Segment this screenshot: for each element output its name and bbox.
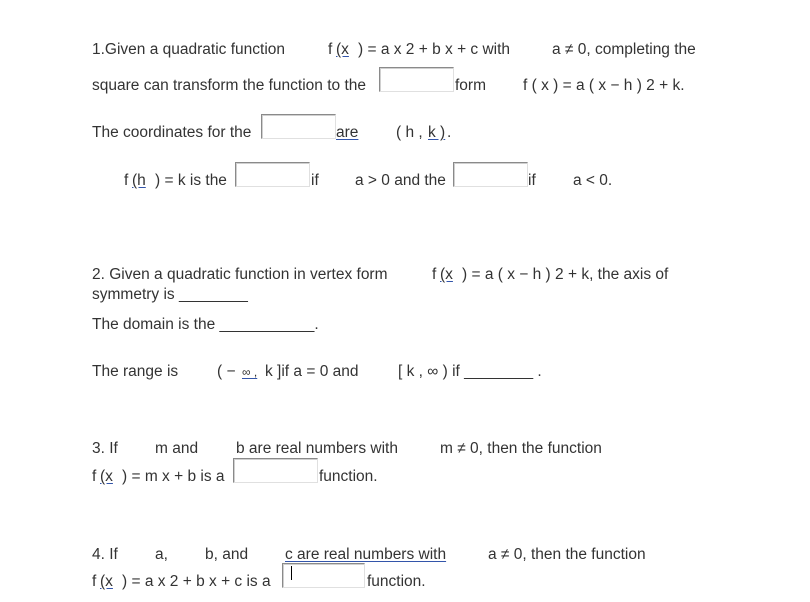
q3-function-type-blank[interactable] — [233, 458, 318, 483]
q2-text: ( − — [217, 363, 236, 380]
q4-text: c are real numbers with — [285, 546, 447, 563]
q3-text: function. — [319, 468, 378, 485]
q1-coordinates-blank[interactable] — [261, 114, 336, 139]
q4-function-type-blank[interactable] — [282, 563, 365, 588]
q3-text: ) = m x + b is a — [122, 468, 225, 485]
q1-text: ) = k is the — [155, 172, 227, 189]
q2-text: [ k , ∞ ) if ________ . — [398, 363, 542, 380]
q1-fh-f: f — [124, 172, 129, 189]
text-cursor — [291, 566, 292, 580]
q1-text: if — [311, 172, 319, 189]
q3-text: m ≠ 0, then the function — [440, 440, 602, 457]
q2-infinity: ∞ , — [242, 365, 258, 379]
q2-domain: The domain is the ___________. — [92, 316, 319, 333]
q2-fx-x: (x — [440, 266, 453, 283]
q1-text: if — [528, 172, 536, 189]
q2-text: k ]if a = 0 and — [265, 363, 359, 380]
q1-k: k ) — [428, 124, 446, 141]
q1-text: form — [455, 77, 486, 94]
q4-text: a, — [155, 546, 168, 563]
q1-text: ( h , — [396, 124, 423, 141]
q2-fx-f: f — [432, 266, 437, 283]
q4-text: b, and — [205, 546, 249, 563]
q4-text: 4. If — [92, 546, 118, 563]
q1-text: . — [447, 124, 452, 141]
q1-are: are — [336, 124, 359, 141]
q2-text: 2. Given a quadratic function in vertex form — [92, 266, 388, 283]
q1-fh-h: (h — [132, 172, 146, 189]
q1-maximum-blank[interactable] — [453, 162, 528, 187]
q1-text: a > 0 and the — [355, 172, 446, 189]
q1-fx-f: f — [328, 41, 333, 58]
q4-text: a ≠ 0, then the function — [488, 546, 646, 563]
q3-text: 3. If — [92, 440, 118, 457]
q3-text: b are real numbers with — [236, 440, 398, 457]
q1-text: a ≠ 0, completing the — [552, 41, 696, 58]
q3-fx-x: (x — [100, 468, 113, 485]
q1-text: ) = a x 2 + b x + c with — [358, 41, 511, 58]
q1-text: a < 0. — [573, 172, 613, 189]
q1-text: The coordinates for the — [92, 124, 252, 141]
q1-text: square can transform the function to the — [92, 77, 366, 94]
q1-vertex-form: f ( x ) = a ( x − h ) 2 + k. — [523, 77, 685, 94]
q3-text: m and — [155, 440, 199, 457]
q1-text: 1.Given a quadratic function — [92, 41, 286, 58]
q1-fx-x: (x — [336, 41, 349, 58]
q2-text: The range is — [92, 363, 179, 380]
q2-text: ) = a ( x − h ) 2 + k, the axis of — [462, 266, 669, 283]
q1-form-blank[interactable] — [379, 67, 454, 92]
q4-fx-x: (x — [100, 573, 113, 590]
q3-fx-f: f — [92, 468, 97, 485]
q2-symmetry: symmetry is ________ — [92, 286, 248, 303]
q1-minimum-blank[interactable] — [235, 162, 310, 187]
q4-text: function. — [367, 573, 426, 590]
q4-fx-f: f — [92, 573, 97, 590]
q4-text: ) = a x 2 + b x + c is a — [122, 573, 271, 590]
